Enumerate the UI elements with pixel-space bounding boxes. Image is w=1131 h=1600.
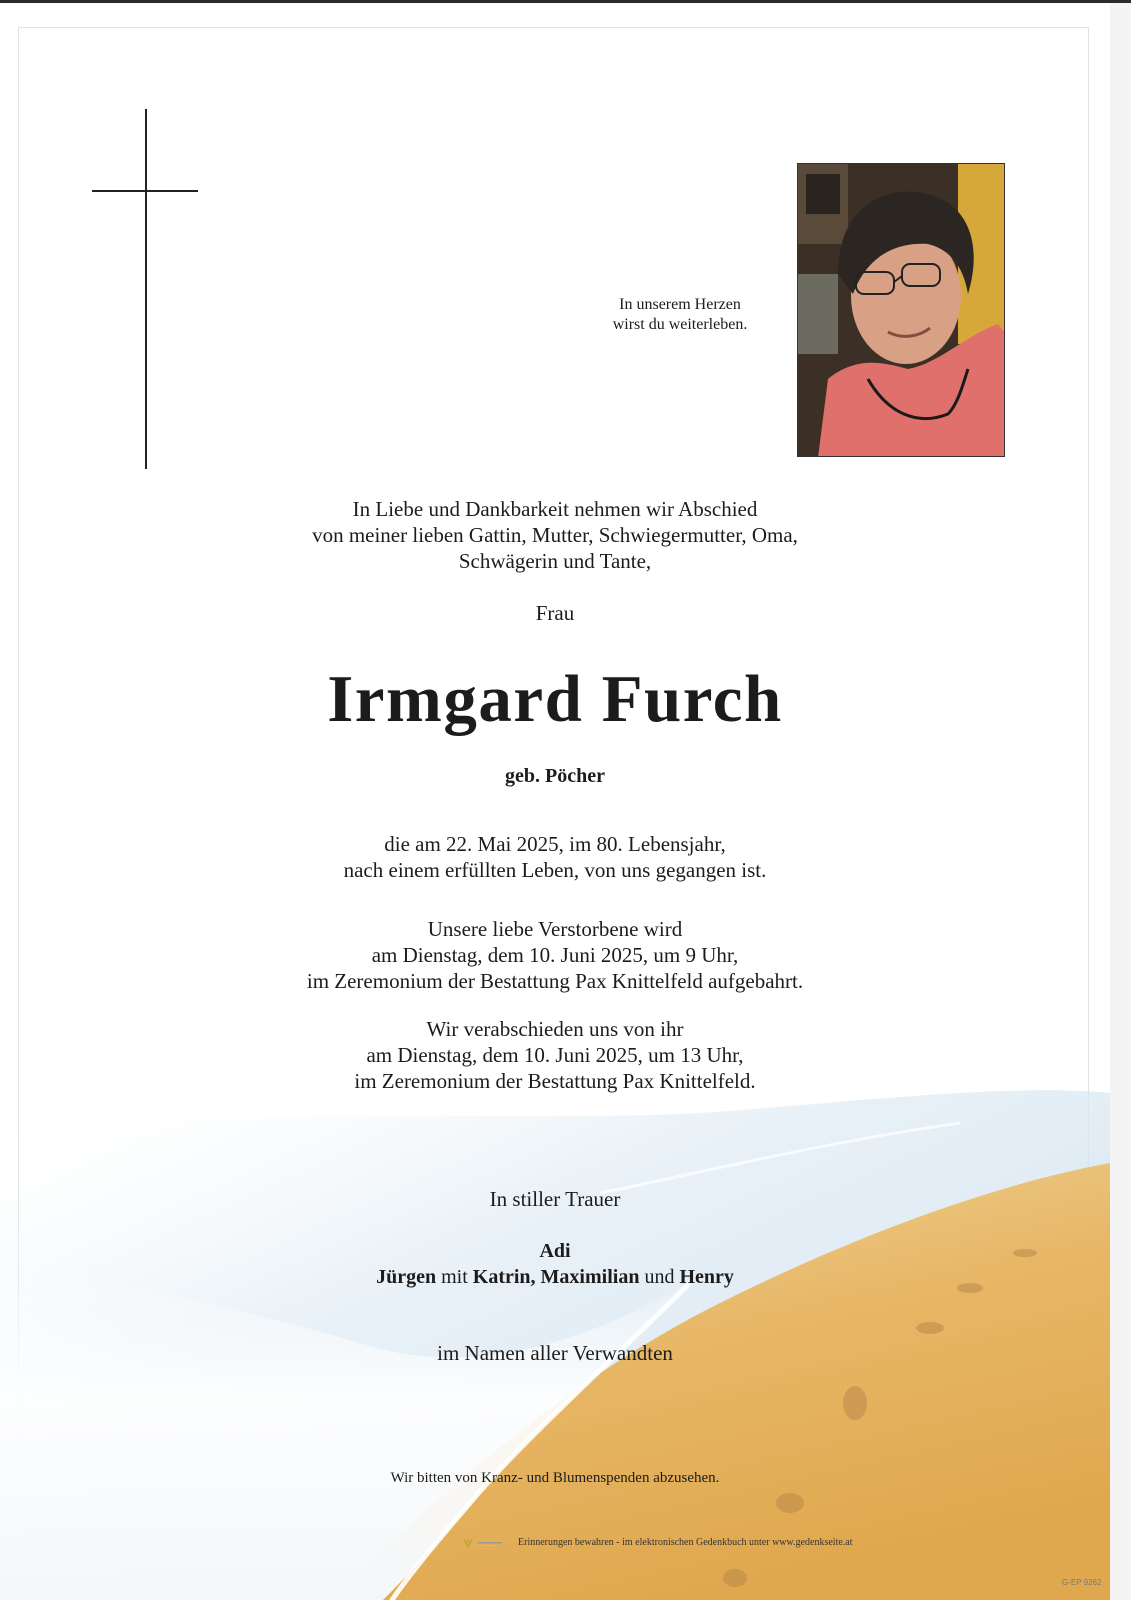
name-prefix: Frau [535,601,575,625]
intro-text: In Liebe und Dankbarkeit nehmen wir Abschied von meiner lieben Gattin, Mutter, Schwiegermutter, Oma, Schwägerin und Tante, [312,497,798,573]
pax-logo-icon [462,1537,504,1549]
cross-bar [92,190,198,192]
mourner-name: Adi [539,1240,571,1262]
viewing-notice: Unsere liebe Verstorbene wird am Dienstag, dem 10. Juni 2025, um 9 Uhr, im Zeremonium der Bestattung Pax Knittelfeld aufgebahrt. [306,917,804,993]
mourning-heading: In stiller Trauer [489,1187,621,1211]
mourner-name: Henry [679,1266,734,1288]
relatives-line: im Namen aller Verwandten [437,1341,673,1365]
motto-text: In unserem Herzen wirst du weiterleben. [612,296,748,333]
footer-text: Erinnerungen bewahren - im elektronischen Gedenkbuch unter www.gedenkseite.at [518,1537,853,1548]
farewell-notice: Wir verabschieden uns von ihr am Dienstag, dem 10. Juni 2025, um 13 Uhr, im Zeremonium der Bestattung Pax Knittelfeld. [354,1017,756,1093]
footer-note [462,1536,922,1550]
cross-icon [145,109,147,469]
maiden-name: geb. Pöcher [505,765,605,787]
donation-request: Wir bitten von Kranz- und Blumenspenden abzusehen. [390,1470,720,1486]
document-code: G-EP 9262 [1062,1578,1102,1587]
mourner-name: Jürgen [376,1266,437,1288]
death-notice: die am 22. Mai 2025, im 80. Lebensjahr, nach einem erfüllten Leben, von uns gegangen ist. [343,832,767,882]
portrait-photo [797,163,1005,457]
deceased-name: Irmgard Furch [327,662,783,736]
obituary-sheet [0,3,1110,1600]
mourner-name: Katrin, Maximilian [472,1266,640,1288]
mourners-list: Adi Jürgen mit Katrin, Maximilian und Henry [376,1240,734,1288]
